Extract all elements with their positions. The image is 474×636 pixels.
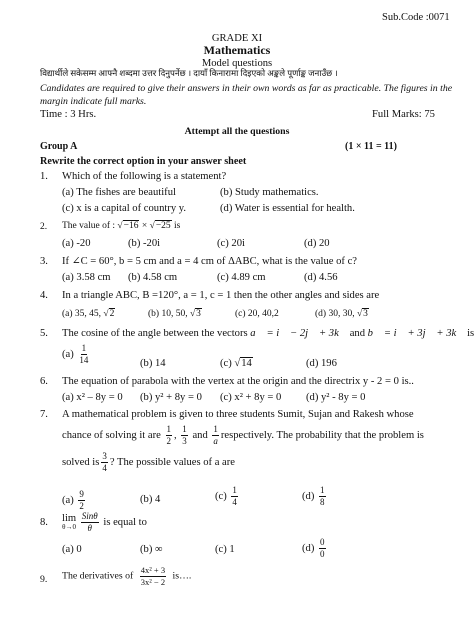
q2-radical-2: −25 [155, 221, 171, 231]
english-instruction-line1: Candidates are required to give their answers in their own words as far as practicable. The figures in the [40, 83, 453, 94]
q4-option-d: (d) 30, 30, √3 [315, 309, 368, 319]
q6-text: The equation of parabola with the vertex at the origin and the directrix y - 2 = 0 is.. [62, 376, 414, 387]
q5-option-c: (c) √14 [220, 358, 252, 369]
q8-option-d-fraction [319, 538, 326, 559]
q2-option-a: (a) -20 [62, 238, 91, 249]
english-instruction-line2: margin indicate full marks. [40, 96, 147, 107]
q7-fraction-2-denominator: 3 [182, 436, 187, 446]
nepali-instruction: विद्यार्थीले सकेसम्म आफ्नै शब्दमा उत्तर दिनुपर्नेछ । दायाँ किनारामा दिइएको अङ्कले पूर्णाङ्क जनाउँछ । [40, 68, 338, 78]
q3-option-b: (b) 4.58 cm [128, 272, 178, 283]
q7-fraction-4-numerator: 3 [102, 451, 107, 461]
q2-prefix: The value of : [62, 221, 116, 231]
q8-number: 8. [40, 517, 48, 528]
q3-option-a: (a) 3.58 cm [62, 272, 111, 283]
q7-option-d-fraction [319, 486, 326, 507]
q8-option-c: (c) 1 [215, 544, 235, 555]
grade: GRADE XI [211, 33, 263, 44]
q8-option-d-denominator: 0 [320, 549, 325, 559]
q1-option-c: (c) x is a capital of country y. [62, 203, 187, 214]
q8-option-a: (a) 0 [62, 544, 82, 555]
q6-option-c: (c) x² + 8y = 0 [220, 392, 282, 403]
q7-option-d-denominator: 8 [320, 497, 325, 507]
group-label: Group A [40, 141, 78, 152]
q6-option-a: (a) x² – 8y = 0 [62, 392, 123, 403]
q6-option-d: (d) y² - 8y = 0 [306, 392, 366, 403]
q5-option-c-label: (c) [220, 358, 232, 369]
q7-option-a-denominator: 2 [79, 501, 84, 511]
q8-option-b: (b) ∞ [140, 544, 163, 555]
q4-option-b-radical: 3 [196, 309, 201, 319]
q4-text: In a triangle ABC, B =120°, a = 1, c = 1 then the other angles and sides are [62, 290, 380, 301]
q4-option-d-radical: 3 [363, 309, 368, 319]
q3-text: If ∠C = 60°, b = 5 cm and a = 4 cm of ΔABC, what is the value of c? [62, 256, 357, 267]
q3-option-d: (d) 4.56 [304, 272, 338, 283]
q7-line2-prefix: chance of solving it are [62, 429, 161, 441]
q4-number: 4. [40, 290, 48, 301]
q7-option-c-denominator: 4 [232, 497, 237, 507]
q8-fraction [81, 512, 99, 533]
q4-option-a-radical: 2 [109, 309, 115, 319]
q7-option-a-numerator: 9 [79, 489, 84, 499]
q2-suffix: is [174, 221, 181, 231]
q9-number: 9. [40, 574, 48, 585]
q1-text: Which of the following is a statement? [62, 171, 227, 182]
q5-option-a-fraction [78, 344, 89, 365]
q5-option-a-label: (a) [62, 348, 74, 360]
q4-option-a-prefix: (a) 35, 45, [62, 309, 102, 319]
q2-option-d: (d) 20 [304, 238, 330, 249]
q8-suffix: is equal to [103, 516, 147, 528]
q2-option-c: (c) 20i [217, 238, 245, 249]
q9-fraction-denominator: 3x² − 2 [140, 576, 166, 587]
q8-option-d [302, 538, 328, 559]
q7-number: 7. [40, 409, 48, 420]
q5-option-a [62, 344, 91, 365]
q8-text [62, 512, 147, 533]
q2-text: The value of : √−16 × √−25 is [62, 221, 181, 231]
q8-lim: lim [62, 512, 77, 524]
q9-fraction-numerator: 4x² + 3 [140, 565, 166, 575]
q5-option-c-radical: 14 [241, 358, 252, 369]
q7-fraction-1-denominator: 2 [166, 436, 171, 446]
q5-option-a-numerator: 1 [81, 343, 87, 353]
q9-text [62, 566, 191, 586]
q7-fraction-2 [181, 425, 188, 446]
q7-line3-suffix: ? The possible values of a are [109, 456, 235, 468]
q7-option-d-numerator: 1 [320, 485, 325, 495]
q9-fraction [140, 566, 166, 586]
attempt-all: Attempt all the questions [184, 126, 290, 137]
q9-suffix: is…. [172, 570, 192, 582]
q3-number: 3. [40, 256, 48, 267]
q8-fraction-numerator: Sinθ [81, 511, 98, 521]
q7-option-c-label: (c) [215, 490, 227, 502]
q1-number: 1. [40, 171, 48, 182]
q7-option-a-fraction [78, 490, 85, 511]
q4-option-a: (a) 35, 45, √2 [62, 309, 115, 319]
q5-vector-b: b⃗ = i⃗ + 3j⃗ + 3k⃗ [367, 328, 465, 339]
q8-fraction-denominator: θ [87, 523, 92, 533]
q2-times: × [141, 221, 148, 231]
q7-option-a [62, 490, 87, 511]
q5-text-prefix: The cosine of the angle between the vectors [62, 328, 248, 339]
q7-option-c [215, 486, 240, 507]
q8-lim-subscript: θ→0 [62, 523, 76, 532]
q7-option-c-numerator: 1 [232, 485, 237, 495]
full-marks: Full Marks: 75 [372, 109, 435, 120]
q7-fraction-1 [166, 425, 173, 446]
q5-number: 5. [40, 328, 48, 339]
q8-option-d-numerator: 0 [320, 537, 325, 547]
q8-limit [62, 514, 76, 532]
q7-option-d [302, 486, 328, 507]
sub-code: Sub.Code :0071 [382, 12, 450, 23]
q6-number: 6. [40, 376, 48, 387]
q1-option-d: (d) Water is essential for health. [220, 203, 355, 214]
q2-number: 2. [40, 222, 48, 232]
q7-fraction-1-numerator: 1 [166, 424, 171, 434]
q7-fraction-2-numerator: 1 [182, 424, 187, 434]
q7-option-b: (b) 4 [140, 494, 161, 505]
rewrite-instruction: Rewrite the correct option in your answer sheet [40, 156, 247, 167]
q9-prefix: The derivatives of [62, 570, 134, 582]
q1-option-a: (a) The fishes are beautiful [62, 187, 176, 198]
q7-fraction-3-denominator: a [213, 436, 218, 446]
q7-option-a-label: (a) [62, 494, 74, 506]
q4-option-c: (c) 20, 40,2 [235, 309, 279, 319]
q7-option-d-label: (d) [302, 490, 315, 502]
q7-and: and [192, 429, 208, 441]
q6-option-b: (b) y² + 8y = 0 [140, 392, 202, 403]
q4-option-b-prefix: (b) 10, 50, [148, 309, 188, 319]
q7-fraction-3-numerator: 1 [213, 424, 218, 434]
q5-option-d: (d) 196 [306, 358, 337, 369]
q5-option-a-denominator: 14 [79, 355, 89, 365]
q5-text [62, 328, 474, 340]
subject-title: Mathematics [203, 43, 271, 57]
model-questions: Model questions [201, 58, 273, 69]
q7-line1: A mathematical problem is given to three students Sumit, Sujan and Rakesh whose [62, 409, 414, 420]
q7-fraction-4-denominator: 4 [102, 463, 107, 473]
q5-suffix: is [467, 328, 474, 339]
q7-option-c-fraction [231, 486, 238, 507]
q2-option-b: (b) -20i [128, 238, 161, 249]
q5-vector-a: a⃗ = i⃗ − 2j⃗ + 3k⃗ [250, 328, 348, 339]
q3-option-c: (c) 4.89 cm [217, 272, 266, 283]
group-marks: (1 × 11 = 11) [345, 141, 397, 152]
q4-option-d-prefix: (d) 30, 30, [315, 309, 355, 319]
q7-line2-suffix: respectively. The probability that the problem is [220, 429, 424, 441]
q8-option-d-label: (d) [302, 542, 315, 554]
q7-line2: chance of solving it are $\frac{1}{2}$ , $\frac{1}{3}$ and $\frac{1}{a}$ respectively. The probability that the problem is [62, 424, 424, 446]
q5-option-b: (b) 14 [140, 358, 166, 369]
time: Time : 3 Hrs. [40, 109, 97, 120]
q7-fraction-4 [101, 452, 108, 473]
q2-radical-1: −16 [123, 221, 139, 231]
q7-line3-prefix: solved is [62, 456, 100, 468]
q1-option-b: (b) Study mathematics. [220, 187, 319, 198]
q5-and: and [349, 328, 365, 339]
q4-option-b: (b) 10, 50, √3 [148, 309, 201, 319]
q7-line3 [62, 452, 235, 473]
q7-fraction-3 [212, 425, 219, 446]
